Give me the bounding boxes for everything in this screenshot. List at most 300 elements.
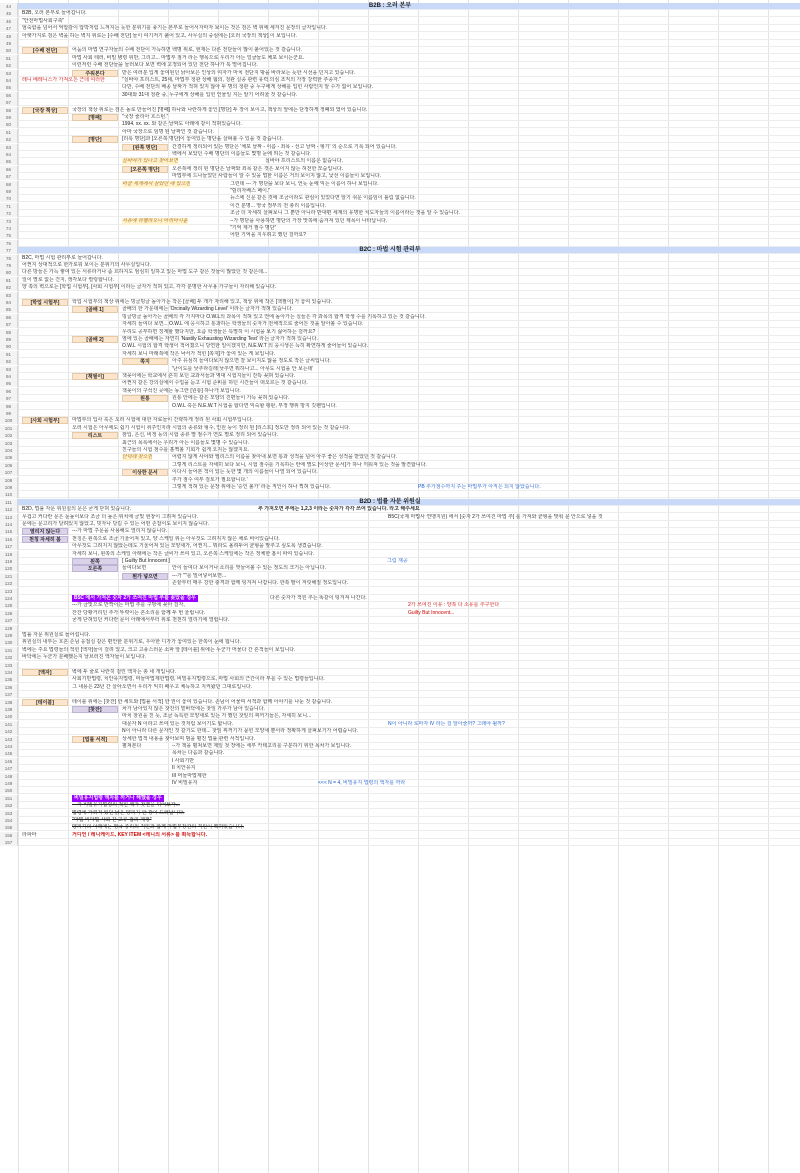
sheet-row[interactable] <box>0 321 800 328</box>
sheet-row[interactable] <box>0 114 800 121</box>
cell-text[interactable]: O.W.L 시험의 합격 학생이 적어졌으니 당연한 일이겠지만, N.E.W.T 의 응시생은 득히 확연하게 줄어들어 있습니다. <box>122 343 369 350</box>
row-number[interactable]: 106 <box>0 462 18 469</box>
cell-text[interactable]: 자세히 보니 마래쪽에 작은 낙서가 적힌 [쪽지]가 놓여 있는 게 보입니다. <box>122 350 276 357</box>
row-number[interactable]: 90 <box>0 343 18 350</box>
keyword-tag-cell[interactable]: 주워본다 <box>72 70 118 77</box>
cell-text[interactable]: 책꽂이에는 학교에서 흔히 보던 교과서들과 역대 시험지들이 잔뜩 꽂혀 있습니다. <box>122 373 296 379</box>
row-number[interactable]: 47 <box>0 25 18 32</box>
sheet-row[interactable] <box>0 107 800 114</box>
cell-text[interactable]: 머글 세계에서 살았던 애 있으면 <box>122 180 191 187</box>
sheet-row[interactable] <box>0 795 800 802</box>
cell-text[interactable]: 2가 쓰여진 이유 : 양쪽 다 소유를 추구한다 <box>408 602 500 609</box>
sheet-row[interactable] <box>0 743 800 750</box>
sheet-row[interactable] <box>0 121 800 128</box>
cell-text[interactable]: 그림 재공 <box>387 558 408 564</box>
sheet-row[interactable] <box>0 358 800 365</box>
cell-text[interactable]: ---가 ""를 밀어넣어보면... <box>172 572 227 579</box>
sheet-row[interactable] <box>0 558 800 565</box>
cell-text[interactable]: 서유에 리뗄라오니 아리아시윤 <box>122 217 188 224</box>
sheet-row[interactable] <box>0 528 800 535</box>
sheet-row[interactable] <box>0 84 800 91</box>
keyword-tag-cell[interactable]: [명패] <box>72 114 118 121</box>
cell-text[interactable]: PB 추가점수까지 주는 마법부가 아직은 되지 않았습니다. <box>418 484 541 490</box>
sheet-row[interactable] <box>0 395 800 402</box>
row-number[interactable]: 84 <box>0 299 18 306</box>
row-number[interactable]: 53 <box>0 70 18 77</box>
row-number[interactable]: 145 <box>0 750 18 757</box>
row-number[interactable]: 139 <box>0 706 18 713</box>
cell-text[interactable]: 펼쳐본다 <box>122 743 142 749</box>
sheet-row[interactable] <box>0 343 800 350</box>
cell-text[interactable]: 추가 점수 여부 검토가 필요합니다.' <box>172 476 248 483</box>
cell-text[interactable]: N이 아니라 로마자 IV 라는 걸 알아줄까? 그래야 될까? <box>388 720 505 727</box>
row-number[interactable]: 111 <box>0 499 18 506</box>
row-number[interactable]: 65 <box>0 158 18 165</box>
row-number[interactable]: 103 <box>0 440 18 447</box>
sheet-row[interactable] <box>0 225 800 232</box>
cell-text[interactable]: 우리도 공부하면 징계할 했다지만, 요즘 학생들은 특별히 이 시험을 보기 싫어하는 걸까요? <box>122 328 316 335</box>
sheet-row[interactable] <box>0 484 800 491</box>
sheet-row[interactable] <box>0 676 800 683</box>
row-number[interactable]: 99 <box>0 410 18 417</box>
row-number[interactable]: 149 <box>0 780 18 787</box>
cell-text[interactable]: 법률 자문 위원실로 들어섭니다. <box>22 632 91 638</box>
row-number[interactable]: 142 <box>0 728 18 735</box>
row-number[interactable]: 112 <box>0 506 18 513</box>
cell-text[interactable]: Guilty But Innocent... <box>408 609 455 616</box>
row-number[interactable]: 153 <box>0 810 18 817</box>
cell-text[interactable]: 안덕데 찾으면 <box>122 454 153 461</box>
sheet-row[interactable] <box>0 477 800 484</box>
keyword-tag-cell[interactable]: [왼쪽 명단] <box>122 144 168 151</box>
row-number[interactable]: 49 <box>0 40 18 47</box>
sheet-row[interactable] <box>0 351 800 358</box>
row-number[interactable]: 138 <box>0 699 18 706</box>
keyword-tag-cell[interactable]: 원통 <box>122 395 168 402</box>
row-number[interactable]: 64 <box>0 151 18 158</box>
row-number[interactable]: 50 <box>0 47 18 54</box>
row-number[interactable]: 44 <box>0 3 18 10</box>
sheet-row[interactable] <box>0 780 800 787</box>
sheet-row[interactable] <box>0 684 800 691</box>
row-number[interactable]: 48 <box>0 33 18 40</box>
cell-text[interactable]: ---가 마법 주문을 사용해도 열리지 않습니다. <box>72 528 168 535</box>
cell-text[interactable]: 거디언 / 레니케이드, KEY ITEM <레니의 서류> 를 획득합니다. <box>72 831 208 838</box>
keyword-tag-cell[interactable]: 리스트 <box>72 432 118 439</box>
cell-text[interactable]: 30대와 31대 청관 중, 누구에게 상해를 입힌 인물일 지는 알기 어려울 것 같습니다. <box>122 91 298 98</box>
sheet-row[interactable] <box>0 647 800 654</box>
cell-text[interactable]: --가 책을 펼쳐보면 제일 첫 장에는 세부 카테고리를 구분하기 위한 목차가 보입니다. <box>172 743 352 749</box>
cell-text[interactable]: 안이 들여다 보이거나 소리를 엿들어볼 수 있는 정도의 크기는 아닙니다. <box>172 565 326 572</box>
cell-text[interactable]: 그 내용은 23년 간 살아오면서 우리가 익히 배우고 체득하고 지켜왔던 그대로입니다. <box>72 683 253 690</box>
keyword-tag-cell[interactable]: [수배 전단] <box>22 47 68 54</box>
cell-text[interactable]: 들여다보면 <box>122 565 147 572</box>
cell-text[interactable]: 대문자 N 이라고 쓰여 있는 것처럼 보이기도 합니다. <box>122 720 234 727</box>
row-number[interactable]: 147 <box>0 765 18 772</box>
row-number[interactable]: 46 <box>0 18 18 25</box>
row-number[interactable]: 79 <box>0 262 18 269</box>
sheet-row[interactable] <box>0 417 800 424</box>
row-number[interactable]: 76 <box>0 240 18 247</box>
cell-text[interactable]: 자세히 보니, 왼쪽의 스케일 아래에는 작은 글씨가 쓰여 있고, 오른쪽 스케일에는 작은 정체한 홈이 파여 있습니다. <box>72 550 315 557</box>
cell-text[interactable]: 그런데 --- 가 명단을 보다 보니, 언듯 눈에 익는 이름이 하나 보입니다. <box>230 180 379 187</box>
sheet-row[interactable] <box>0 654 800 661</box>
sheet-row[interactable] <box>0 632 800 639</box>
keyword-tag-cell[interactable]: [법률 서적] <box>72 736 118 743</box>
row-number[interactable]: 131 <box>0 647 18 654</box>
row-number[interactable]: 59 <box>0 114 18 121</box>
cell-text[interactable]: 옆에 있는 골배에는 자연히 'Nastily Exhausting Wizarding Test' 라는 글자가 적혀 있습니다. <box>122 336 318 342</box>
row-number[interactable]: 67 <box>0 173 18 180</box>
keyword-tag-cell[interactable]: 열리지 않는다 <box>22 528 68 535</box>
row-number[interactable]: 151 <box>0 795 18 802</box>
row-number[interactable]: 73 <box>0 218 18 225</box>
row-number[interactable]: 87 <box>0 321 18 328</box>
keyword-tag-cell[interactable]: [찻잔] <box>72 706 118 713</box>
row-number[interactable]: 56 <box>0 92 18 99</box>
cell-text[interactable]: 아무것도 그려지지 않았는데도 기울어져 있는 모양새가, 어쩐지... 뭐라도 올려두어 균형을 맞추고 싶도록 생겼습니다. <box>72 543 323 550</box>
sheet-row[interactable] <box>0 403 800 410</box>
row-number[interactable]: 60 <box>0 121 18 128</box>
cell-text[interactable]: 원통 안에는 같은 모양의 진편들이 가득 꽂혀 있습니다. <box>172 395 290 402</box>
cell-text[interactable]: ---가 금빛으로 반짝이는 마법 추를 구멍에 꽂아 걸자, <box>72 602 185 609</box>
sheet-row[interactable] <box>0 166 800 173</box>
row-number[interactable]: 98 <box>0 403 18 410</box>
cell-text[interactable]: 사회기반법령, 치안유지법령, 머들마법제한법령, 비밀유지법령으로, 마법 사회의 근간이라 부를 수 있는 법령들입니다. <box>72 676 325 683</box>
cell-text[interactable]: IV 비밀유지 <box>172 780 198 786</box>
cell-text[interactable]: 양 쪽의 벽으로는 [학업 시험부], [사회 시험부] 이라는 글자가 적혀 있고, 각각 분명한 사무용 가구들이 자리해 있습니다. <box>22 284 277 291</box>
sheet-row[interactable] <box>0 425 800 432</box>
keyword-tag-cell[interactable]: 오른쪽 <box>72 565 118 572</box>
cell-text[interactable]: 바닥에는 누군가 분배했는지 날브러진 액자들이 보입니다. <box>22 654 147 661</box>
sheet-row[interactable] <box>0 292 800 299</box>
row-number[interactable]: 129 <box>0 632 18 639</box>
sheet-row[interactable] <box>0 765 800 772</box>
row-number[interactable]: 88 <box>0 329 18 336</box>
sheet-row[interactable] <box>0 218 800 225</box>
row-number[interactable]: 52 <box>0 62 18 69</box>
row-number[interactable]: 61 <box>0 129 18 136</box>
row-number[interactable]: 78 <box>0 255 18 262</box>
sheet-row[interactable] <box>0 521 800 528</box>
cell-text[interactable]: 일이 별로 없는 건지, 생각보다 썰렁합니다. <box>22 276 114 283</box>
sheet-row[interactable] <box>0 188 800 195</box>
keyword-tag-cell[interactable]: [학업 시험부] <box>22 299 68 306</box>
cell-text[interactable]: 어쩐지 같은 강의실에서 수업을 듣고 시험 준비를 하던 시간들이 떠오르는 것 같습니다. <box>122 380 308 387</box>
sheet-row[interactable] <box>0 18 800 25</box>
cell-text[interactable]: 다른 방들은 가득 쌓여 있는 서류라거나 좀 흐하지도 엄심히 일하고 있는 마법 도구 같은 것들이 많았던 것 같은데... <box>22 269 268 276</box>
cell-text[interactable]: 위원실의 내부는 흐흔 손님 응접실 같은 편안한 분위기로, 우아한 디가가 놓여있는 한쪽이 눈에 띕니다. <box>22 639 241 646</box>
sheet-row[interactable] <box>0 750 800 757</box>
cell-text[interactable]: O.W.L 혹은 N.E.W.T 시험을 합다면 익숙할 펑판, 부정 행위 방지 깃펜입니다. <box>172 402 337 409</box>
sheet-row[interactable] <box>0 839 800 846</box>
cell-text[interactable]: 자세히 들여다 보면... O.W.L 에 응시하고 통과하는 학생들의 숫자가 전체적으로 줄어든 것을 알아볼 수 있습니다. <box>122 321 364 328</box>
sheet-row[interactable] <box>0 699 800 706</box>
sheet-row[interactable] <box>0 210 800 217</box>
keyword-tag-cell[interactable]: 이상한 문서 <box>122 469 168 476</box>
row-number[interactable]: 157 <box>0 839 18 846</box>
cell-text[interactable]: <<< N = 4, 비밀유지 법령의 액자를 까라 <box>318 780 406 786</box>
row-number[interactable]: 126 <box>0 610 18 617</box>
section-header-row[interactable] <box>0 499 800 506</box>
cell-text[interactable]: 그렇게 리스트를 자세히 보다 보니, 시험 점수를 기록하는 란에 별도 [이상한 문서]가 하나 끼워져 있는 것을 발견합니다. <box>172 461 427 468</box>
keyword-tag-cell[interactable]: [책필이] <box>72 373 118 380</box>
row-number[interactable]: 125 <box>0 602 18 609</box>
cell-text[interactable]: 마법부의 입사 혹은 오러 시험에 대한 자료들이 간략하게 정리 된 사회 시험부입니다. <box>72 417 253 424</box>
sheet-row[interactable] <box>0 802 800 809</box>
sheet-row[interactable] <box>0 173 800 180</box>
row-number[interactable]: 123 <box>0 588 18 595</box>
sheet-row[interactable] <box>0 773 800 780</box>
cell-text[interactable]: "국장 줄리아 흐스턴." <box>122 114 169 120</box>
cell-text[interactable]: 실바야가 있나고 찾아보면 <box>122 158 178 165</box>
sheet-row[interactable] <box>0 25 800 32</box>
sheet-row[interactable] <box>0 366 800 373</box>
cell-text[interactable]: B2D, 법률 자문 위원실의 문은 굳게 닫혀 있습니다. <box>22 506 132 513</box>
sheet-row[interactable] <box>0 602 800 609</box>
row-number[interactable]: 75 <box>0 232 18 239</box>
row-number[interactable]: 51 <box>0 55 18 62</box>
cell-text[interactable]: "안전마법사회구축" <box>22 17 65 24</box>
row-number[interactable]: 127 <box>0 617 18 624</box>
row-number[interactable]: 89 <box>0 336 18 343</box>
row-number[interactable]: 110 <box>0 491 18 498</box>
cell-text[interactable]: '난이도를 낮추라길래 낮추면 뭐하나고... 아무도 시험을 안 보는데' <box>172 365 314 372</box>
keyword-tag-cell[interactable]: [골배 1] <box>72 306 118 313</box>
cell-text[interactable]: 이런저런 수배 전단들을 둘러보다 보면 벽에 고정되어 있던 전단 하나가 툭 떨어집니다. <box>72 62 258 69</box>
sheet-row[interactable] <box>0 262 800 269</box>
cell-text[interactable]: 책꽂이의 구석진 곳에는 동그란 [원통] 하나가 보입니다. <box>122 387 241 394</box>
cell-text[interactable]: 레니 베레니스가 가져오든 근데 여러한 <box>22 77 105 83</box>
cell-text[interactable]: 어쩐지 상대적으로 한가로워 보이는 분위기의 사무실입니다. <box>22 262 152 268</box>
row-number[interactable]: 148 <box>0 773 18 780</box>
cell-text[interactable]: 상세한 법적 내용을 찾아보며 범을 펼친 법률 관련 서적입니다. <box>122 735 256 742</box>
section-header-row[interactable] <box>0 3 800 10</box>
sheet-row[interactable] <box>0 40 800 47</box>
row-number[interactable]: 154 <box>0 817 18 824</box>
sheet-row[interactable] <box>0 151 800 158</box>
sheet-row[interactable] <box>0 824 800 831</box>
row-number[interactable]: 105 <box>0 454 18 461</box>
keyword-tag-cell[interactable]: [오른쪽 명단] <box>122 166 168 173</box>
cell-text[interactable]: 오러 시험은 아무에도 쉽기 시험이 취주인지라 시험의 종류와 형수, 인원 등이 정리 된 [리스트] 정도만 정리 되어 있는 것 같습니다. <box>72 424 351 431</box>
cell-text[interactable]: 어렴지 않게 사야와 엘리스의 이름을 찾아내 보면 통과 성적을 넘어 아주 좋은 성적을 받았던 것 같습니다. <box>172 454 398 461</box>
keyword-tag-cell[interactable]: 쪽지 <box>122 358 168 365</box>
row-number[interactable]: 122 <box>0 580 18 587</box>
sheet-row[interactable] <box>0 514 800 521</box>
sheet-row[interactable] <box>0 565 800 572</box>
sheet-row[interactable] <box>0 625 800 632</box>
cell-text[interactable]: 실바야 프리스트의 이름은 없습니다. <box>265 158 344 165</box>
row-number[interactable]: 115 <box>0 528 18 535</box>
section-header-row[interactable] <box>0 247 800 254</box>
cell-text[interactable]: 골배의 한 가운데에는 'Orcinally Wizarding Level' 이라는 글자가 적혀 있습니다. <box>122 306 293 313</box>
row-number[interactable]: 144 <box>0 743 18 750</box>
cell-text[interactable]: 다른 숫자가 적힌 추는 똑같이 팅겨져 나간다. <box>270 595 367 601</box>
cell-text[interactable]: B5C(국제 마법사 연맹지원) 에서 [숫자 2가 쓰여진 마법 추] 를 가져와 균형을 맞춰 문 안으로 넣을 것 <box>388 513 603 520</box>
row-number[interactable]: 95 <box>0 380 18 387</box>
cell-text[interactable]: 다만, 수배 전단의 배공 날짜가 적혀 있지 않아 두 명의 청관 중 누구에게 상해를 입힌 사람인지 알 수가 없어 보입니다. <box>122 84 374 91</box>
row-number[interactable]: 83 <box>0 292 18 299</box>
row-number[interactable]: 137 <box>0 691 18 698</box>
sheet-row[interactable] <box>0 181 800 188</box>
row-number[interactable]: 74 <box>0 225 18 232</box>
keyword-tag-cell[interactable]: [명단] <box>72 136 118 143</box>
row-number[interactable]: 86 <box>0 314 18 321</box>
sheet-row[interactable] <box>0 728 800 735</box>
cell-text[interactable]: 라파마 <box>22 831 37 838</box>
sheet-row[interactable] <box>0 203 800 210</box>
row-number[interactable]: 121 <box>0 573 18 580</box>
cell-text[interactable]: ---가 비밀유지법령의 적힌 액자 찾젠을 뒤어보자... <box>72 802 180 809</box>
row-number[interactable]: 54 <box>0 77 18 84</box>
sheet-row[interactable] <box>0 158 800 165</box>
row-number[interactable]: 134 <box>0 669 18 676</box>
sheet-row[interactable] <box>0 832 800 839</box>
cell-text[interactable]: 빙글빙글 돌아가는 골배의 각 가지마다 O.W.L의 과목이 적혀 있고 안에 돌아가는 실들은 각 과목의 합격 학생 수를 기록하고 있는 것 같습니다. <box>122 313 426 320</box>
sheet-row[interactable] <box>0 432 800 439</box>
sheet-row[interactable] <box>0 70 800 77</box>
cell-text[interactable]: "마법 비마법 사회 간 교류 접의 제정" <box>72 817 152 823</box>
cell-text[interactable]: "기억 제거 필수 명단" <box>230 225 277 231</box>
cell-text[interactable]: 1994. xx. xx. 와 같은 날짜도 아래에 같이 적혀있습니다. <box>122 121 242 128</box>
sheet-row[interactable] <box>0 595 800 602</box>
sheet-row[interactable] <box>0 706 800 713</box>
row-number[interactable]: 94 <box>0 373 18 380</box>
cell-text[interactable]: II 치안유지 <box>172 765 196 772</box>
sheet-row[interactable] <box>0 136 800 143</box>
row-number[interactable]: 108 <box>0 477 18 484</box>
row-number[interactable]: 120 <box>0 565 18 572</box>
keyword-tag-cell[interactable]: [골배 2] <box>72 336 118 343</box>
cell-text[interactable]: 뉴스에 신문 같은 것에 조금이라도 관심이 있었다면 알기 쉬운 이름임이 틀림 없습니다. <box>230 195 416 202</box>
sheet-row[interactable] <box>0 255 800 262</box>
row-number[interactable]: 140 <box>0 713 18 720</box>
cell-text[interactable]: 학업 시험부의 책상 위에는 빙글빙글 돌아가는 작은 [골배] 두 개가 자리해 있고, 책상 위에 작은 [책필이] 가 놓여 있습니다. <box>72 299 333 305</box>
cell-text[interactable]: 이건 분명... 영국 정부의 전 총리 이름입니다. <box>230 202 327 209</box>
sheet-row[interactable] <box>0 410 800 417</box>
sheet-row[interactable] <box>0 232 800 239</box>
sheet-row[interactable] <box>0 669 800 676</box>
cell-text[interactable]: "릴리자베스 페이." <box>230 188 271 194</box>
row-number[interactable]: 136 <box>0 684 18 691</box>
row-number[interactable]: 45 <box>0 10 18 17</box>
sheet-row[interactable] <box>0 373 800 380</box>
row-number[interactable]: 128 <box>0 625 18 632</box>
cell-text[interactable]: 아주 유심히 들여다보지 않으면 잘 보이지도 않을 정도로 작은 글씨입니다. <box>172 358 331 365</box>
row-number[interactable]: 81 <box>0 277 18 284</box>
sheet-row[interactable] <box>0 551 800 558</box>
cell-text[interactable]: [ Guilty But Innocent ] <box>122 558 170 564</box>
cell-text[interactable]: 벽에 두 줄로 나란히 걸린 액자는 총 네 개입니다. <box>72 669 177 675</box>
cell-text[interactable]: 양피지의 아래에는 영국 총리의 직인과 함께 마법부장관의 직인이 찍혀있습니다. <box>72 824 244 831</box>
cell-text[interactable]: 최근의 목록에서는 우리가 아는 이름들도 몇명 수 있습니다. <box>122 439 250 446</box>
cell-text[interactable]: 마법 사회 테러, 비밀 병령 위반, 그리고... 마법부 점거 라는 행목으로 우리가 아는 얼굴들도 체포 보이는군요. <box>72 54 305 61</box>
cell-text[interactable]: "실바야 프리스트, 25세, 마법부 청관 상해 혐의, 청관 실종 관련 유력 의심 조직의 가장 강력한 추종자." <box>122 77 342 83</box>
row-number[interactable]: 80 <box>0 269 18 276</box>
sheet-row[interactable] <box>0 787 800 794</box>
row-number[interactable]: 69 <box>0 188 18 195</box>
row-number[interactable]: 135 <box>0 676 18 683</box>
sheet-row[interactable] <box>0 380 800 387</box>
row-number[interactable]: 143 <box>0 736 18 743</box>
row-number[interactable]: 155 <box>0 824 18 831</box>
row-number[interactable]: 91 <box>0 351 18 358</box>
keyword-tag-cell[interactable]: [액자] <box>22 669 68 676</box>
row-number[interactable]: 71 <box>0 203 18 210</box>
keyword-tag-cell[interactable]: 천칭 자세히 봄 <box>22 536 68 543</box>
sheet-row[interactable] <box>0 47 800 54</box>
cell-text[interactable]: 무겁고 커다란 문은 눈높이보다 조금 더 높은 위치에 금빛 현창이 그려져 있습니다. <box>22 513 199 520</box>
row-number[interactable]: 100 <box>0 417 18 424</box>
sheet-row[interactable] <box>0 447 800 454</box>
cell-text[interactable]: 아랫가지로 검은 벽을 하는 벽지 위로는 [수배 전단] 들이 여기저기 붙어 있고, 사무실의 중심에는 [오러 국장의 책상] 이 보입니다. <box>22 32 297 39</box>
row-number[interactable]: 156 <box>0 832 18 839</box>
sheet-row[interactable] <box>0 573 800 580</box>
row-number[interactable]: 117 <box>0 543 18 550</box>
sheet-row[interactable] <box>0 55 800 62</box>
sheet-row[interactable] <box>0 440 800 447</box>
sheet-row[interactable] <box>0 713 800 720</box>
row-number[interactable]: 92 <box>0 358 18 365</box>
cell-text[interactable]: 엄숙함을 넘어서 억압감이 압박처럼 느껴지는 듯한 분위기를 풍기는 본부로 들어서자마자 보이는 것은 검은 벽 위에 세겨진 문장의 글자입니다. <box>22 25 328 32</box>
sheet-row[interactable] <box>0 299 800 306</box>
sheet-row[interactable] <box>0 506 800 513</box>
sheet-row[interactable] <box>0 639 800 646</box>
cell-text[interactable]: 국장의 책상 위로는 검은 돌로 만들어진 [명패] 하나와 나란하게 놓인 [명단] 두 장이 보이고, 책상의 앞에는 단정하게 정폐되 였어 있습니다. <box>72 106 368 113</box>
sheet-row[interactable] <box>0 388 800 395</box>
sheet-row[interactable] <box>0 758 800 765</box>
row-number[interactable]: 72 <box>0 210 18 217</box>
row-number[interactable]: 66 <box>0 166 18 173</box>
sheet-row[interactable] <box>0 92 800 99</box>
row-number[interactable]: 119 <box>0 558 18 565</box>
cell-text[interactable]: 받은 여러분 입게 놓여된던 낡아보은 인상의 여자가 마치 전단지 밖을 바라보는 듯한 시선을 던지고 있습니다. <box>122 69 356 76</box>
sheet-row[interactable] <box>0 62 800 69</box>
row-number[interactable]: 96 <box>0 388 18 395</box>
row-number[interactable]: 68 <box>0 181 18 188</box>
row-number[interactable]: 152 <box>0 802 18 809</box>
keyword-tag-cell[interactable]: [테이블] <box>22 699 68 706</box>
sheet-row[interactable] <box>0 336 800 343</box>
cell-text[interactable]: 벡에서 보았던 수배 명단의 이름들도 몇명 눈에 띄는 것 같습니다. <box>172 151 312 157</box>
cell-text[interactable]: 잠입, 은신, 비정 등의 시험 종류 별 점수가 연도 별로 정리 되어 있습니다. <box>122 432 279 439</box>
sheet-row[interactable] <box>0 736 800 743</box>
row-number[interactable]: 118 <box>0 551 18 558</box>
row-number[interactable]: 101 <box>0 425 18 432</box>
sheet-row[interactable] <box>0 195 800 202</box>
row-number[interactable]: 70 <box>0 195 18 202</box>
cell-text[interactable]: 문에는 문고리가 달려있지 않았고, 빗자나 당길 수 있는 어떤 손잡이도 보이지 않습니다. <box>22 521 210 527</box>
cell-text[interactable]: B2C, 마법 시험 관리부로 들어갑니다. <box>22 254 103 261</box>
sheet-row[interactable] <box>0 662 800 669</box>
sheet-row[interactable] <box>0 269 800 276</box>
row-number[interactable]: 141 <box>0 721 18 728</box>
keyword-tag-cell[interactable]: 왼쪽 <box>72 558 118 565</box>
sheet-row[interactable] <box>0 314 800 321</box>
sheet-row[interactable] <box>0 144 800 151</box>
cell-text[interactable]: B2B, 오러 본부로 들어갑니다. <box>22 10 87 17</box>
row-number[interactable]: 130 <box>0 639 18 646</box>
cell-text[interactable]: [리록 명단]과 [오른쪽 명단]이 놓여있는 명단을 살펴볼 수 있을 것 같습니다. <box>122 136 283 143</box>
row-number[interactable]: 113 <box>0 514 18 521</box>
cell-text[interactable]: 간결하게 정리되어 있는 명단은 '체포 날짜 - 이름 - 죄목 - 선고 날짜 - 형기' 의 순으로 기록 되어 있습니다. <box>172 143 397 150</box>
sheet-row[interactable] <box>0 10 800 17</box>
sheet-row[interactable] <box>0 462 800 469</box>
row-number[interactable]: 132 <box>0 654 18 661</box>
cell-text[interactable]: 친구들의 시험 점수를 흘쩍볼 기회가 쉽게 오지는 않겠지요. <box>122 447 250 453</box>
cell-text[interactable]: 마법부에 드나들었던 사람들이 알 수 있을 법한 이름은 거의 보이지 않고, 낯선 이름들이 보입니다. <box>172 173 382 180</box>
